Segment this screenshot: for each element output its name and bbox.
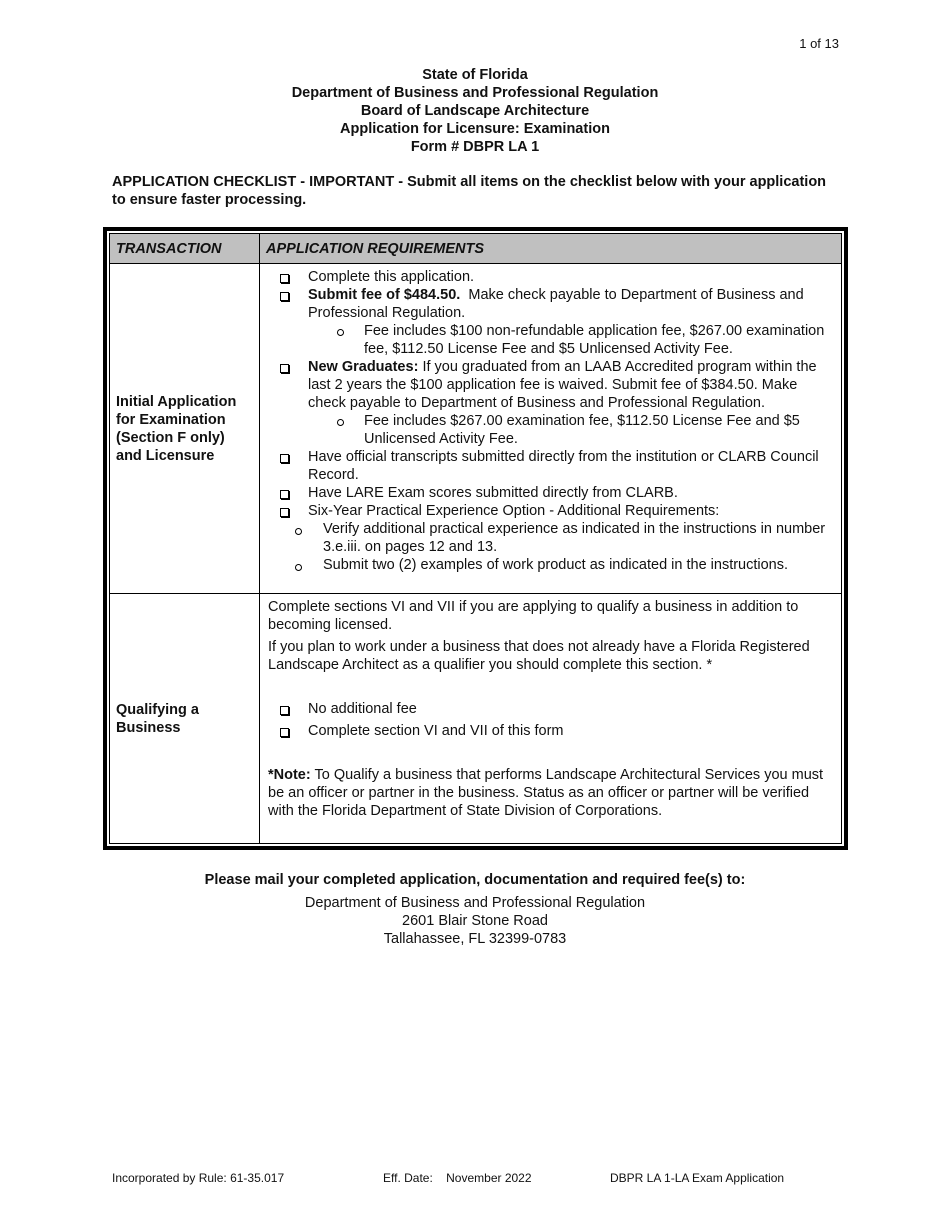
row-label-initial-application: Initial Application for Examination (Section F only) and Licensure: [110, 264, 260, 594]
address-line: Tallahassee, FL 32399-0783: [383, 931, 567, 947]
mailing-heading: Please mail your completed application, documentation and required fee(s) to:: [204, 872, 746, 888]
item-text: No additional fee: [308, 701, 417, 717]
column-header-transaction: TRANSACTION: [110, 234, 260, 264]
bullet-circle-icon: [337, 329, 344, 336]
item-text: Complete section VI and VII of this form: [308, 723, 564, 739]
note-label: *Note:: [268, 767, 311, 783]
initial-application-requirements: [260, 264, 842, 594]
checklist-item: [280, 286, 833, 358]
sub-item-text: Fee includes $267.00 examination fee, $112.50 License Fee and $5 Unlicensed Activity Fee.: [364, 413, 800, 447]
title-line: Department of Business and Professional Regulation: [291, 85, 659, 101]
qualifying-business-requirements: [260, 594, 842, 844]
checklist-item: [280, 358, 833, 448]
checklist-item: [280, 700, 833, 718]
sub-item: [336, 322, 833, 358]
checklist-intro: APPLICATION CHECKLIST - IMPORTANT - Submit all items on the checklist below with your application to ensure faster processing.: [112, 174, 827, 208]
checklist-item: [280, 722, 833, 740]
title-line: Board of Landscape Architecture: [360, 103, 590, 119]
checklist-item: [280, 502, 833, 574]
row-label-qualifying-business: Qualifying a Business: [110, 594, 260, 844]
checkbox-icon: [280, 292, 289, 301]
checkbox-icon: [280, 728, 289, 737]
footer-eff-date: Eff. Date: November 2022: [383, 1171, 532, 1185]
bullet-circle-icon: [337, 419, 344, 426]
item-text: Have LARE Exam scores submitted directly from CLARB.: [308, 485, 678, 501]
requirements-table: [103, 227, 848, 850]
form-number: Form # DBPR LA 1: [410, 139, 540, 155]
item-bold-text: New Graduates:: [308, 359, 419, 375]
qualifying-paragraph: Complete sections VI and VII if you are applying to qualify a business in addition to becoming licensed.: [268, 599, 799, 633]
note-text: To Qualify a business that performs Landscape Architectural Services you must be an officer or partner in the business. Status as an officer or partner will be verified with the Florida Department of State Division of Corporations.: [268, 767, 824, 819]
sub-item-text: Verify additional practical experience as indicated in the instructions in number 3.e.iii. on pages 12 and 13.: [323, 521, 826, 555]
sub-item-text: Fee includes $100 non-refundable application fee, $267.00 examination fee, $112.50 License Fee and $5 Unlicensed Activity Fee.: [364, 323, 825, 357]
checklist-item: [280, 448, 833, 484]
document-title: [0, 66, 950, 156]
checkbox-icon: [280, 490, 289, 499]
sub-item: [280, 520, 833, 556]
item-bold-text: Submit fee of $484.50.: [308, 287, 461, 303]
item-text: If you graduated from an LAAB Accredited program within the last 2 years the $100 application fee is waived. Submit fee of $384.50. Make check payable to Department of Business and Professional Regulation.: [308, 359, 817, 411]
bullet-circle-icon: [295, 528, 302, 535]
footer-rule: Incorporated by Rule: 61-35.017: [112, 1171, 285, 1185]
item-text: Six-Year Practical Experience Option - Additional Requirements:: [308, 503, 720, 519]
sub-item: [280, 556, 833, 574]
column-header-requirements: APPLICATION REQUIREMENTS: [260, 234, 842, 264]
item-text: Make check payable to Department of Business and Professional Regulation.: [308, 287, 804, 321]
checklist-item: [280, 268, 833, 286]
footer-form-name: DBPR LA 1-LA Exam Application: [610, 1171, 785, 1185]
checkbox-icon: [280, 508, 289, 517]
address-line: 2601 Blair Stone Road: [402, 913, 548, 929]
checkbox-icon: [280, 274, 289, 283]
title-line: Application for Licensure: Examination: [340, 121, 610, 137]
item-text: Have official transcripts submitted directly from the institution or CLARB Council Record.: [308, 449, 819, 483]
bullet-circle-icon: [295, 564, 302, 571]
sub-item-text: Submit two (2) examples of work product as indicated in the instructions.: [323, 557, 789, 573]
page-number: 1 of 13: [799, 36, 839, 51]
item-text: Complete this application.: [308, 269, 475, 285]
title-line: State of Florida: [422, 67, 528, 83]
checkbox-icon: [280, 364, 289, 373]
address-line: Department of Business and Professional Regulation: [304, 895, 646, 911]
qualifying-note: [268, 766, 833, 820]
sub-item: [336, 412, 833, 448]
qualifying-paragraph: If you plan to work under a business that does not already have a Florida Registered Landscape Architect as a qualifier you should complete this section. *: [268, 639, 810, 673]
mailing-address-section: [0, 871, 950, 948]
checkbox-icon: [280, 454, 289, 463]
checkbox-icon: [280, 706, 289, 715]
checklist-item: [280, 484, 833, 502]
